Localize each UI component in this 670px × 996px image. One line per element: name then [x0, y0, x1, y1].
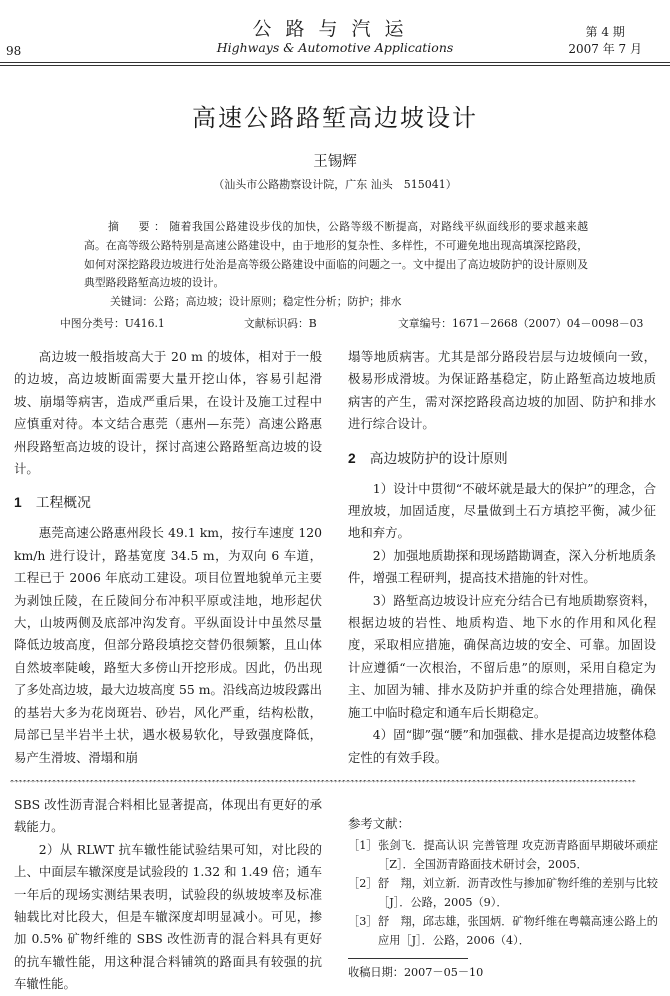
article-number: 文章编号：1671－2668（2007）04－0098－03 — [398, 317, 644, 330]
page-number: 98 — [6, 44, 22, 58]
header-rule-thick — [0, 62, 670, 63]
section-title: 工程概况 — [35, 495, 91, 512]
intro-paragraph: 高边坡一般指坡高大于 20 m 的坡体，相对于一般的边坡，高边坡断面需要大量开挖山体，容易引起滑坡、崩塌等病害，造成严重后果，在设计及施工过程中应慎重对待。本文结合惠莞（惠州—东莞）高速公路惠州段路堑高边坡的设计，探讨高速公路路堑高边坡的设计。 — [14, 349, 322, 477]
reference-item: ［3］ 舒 翔，邱志雄，张国炳．矿物纤维在粤赣高速公路上的应用［J］．公路，2006（4）． — [348, 915, 658, 947]
article-title: 高速公路路堑高边坡设计 — [192, 104, 478, 132]
author: 王锡辉 — [313, 154, 357, 170]
abstract-label: 摘 要： — [108, 220, 170, 233]
body-right-column — [348, 346, 656, 769]
principle-2: 2）加强地质勘探和现场踏勘调查，深入分析地质条件，增强工程研判，提高技术措施的针对性。 — [348, 547, 656, 586]
abstract — [84, 218, 588, 293]
references-heading: 参考文献： — [348, 816, 410, 831]
overview-paragraph: 惠莞高速公路惠州段长 49.1 km，按行车速度 120 km/h 进行设计，路基宽度 34.5 m，为双向 6 车道，工程已于 2006 年底动工建设。项目位置地貌单元主要为剥蚀丘陵，在丘陵间分布冲积平原或洼地，地形起伏大，山坡两侧及底部冲沟发育。平纵面设计中虽然尽量降低边坡高度，但部分路段填挖交替仍很频繁，且山体自然坡率陡峻，路堑大多傍山开挖形成。因此，仍出现了多处高边坡，最大边坡高度 55 m。沿线高边坡段露出的基岩大多为花岗斑岩、砂岩，风化严重，结构松散，局部已呈半岩半土状，遇水极易软化，导致强度降低，易产生滑坡、滑塌和崩 — [14, 525, 322, 765]
principle-4: 4）固“脚”强“腰”和加强截、排水是提高边坡整体稳定性的有效手段。 — [348, 727, 656, 765]
received-date: 收稿日期：2007－05－10 — [348, 966, 484, 979]
keywords: 关键词：公路；高边坡；设计原则；稳定性分析；防护；排水 — [110, 295, 402, 308]
references-list — [348, 836, 658, 950]
document-code: 文献标识码：B — [244, 317, 317, 330]
section-1-heading — [14, 492, 322, 514]
abstract-text: 随着我国公路建设步伐的加快，公路等级不断提高，对路线平纵面线形的要求越来越高。在高等级公路特别是高速公路建设中，由于地形的复杂性、多样性，不可避免地出现高填深挖路段，如何对深挖路段边坡进行处治是高等级公路建设中面临的问题之一。文中提出了高边坡防护的设计原则及典型路段路堑高边坡的设计。 — [84, 220, 589, 290]
issue-info — [568, 24, 642, 58]
header-rule-thin — [0, 65, 670, 66]
prev-paragraph-continued: SBS 改性沥青混合料相比显著提高，体现出有更好的承载能力。 — [14, 797, 322, 835]
section-2-heading — [348, 448, 656, 470]
reference-item: ［2］ 舒 翔，刘立新．沥青改性与掺加矿物纤维的差别与比较［J］．公路，2005（9）． — [348, 877, 658, 909]
journal-title-en: Highways & Automotive Applications — [216, 40, 454, 55]
article-separator: ***************************************************************************************************************************************************** — [10, 780, 636, 786]
reference-item: ［1］ 张剑飞．提高认识 完善管理 攻克沥青路面早期破坏顽症［Z］．全国沥青路面技术研讨会，2005． — [348, 839, 658, 871]
overview-continued: 塌等地质病害。尤其是部分路段岩层与边坡倾向一致，极易形成滑坡。为保证路基稳定，防止路堑高边坡地质病害的产生，需对深挖路段高边坡的加固、防护和排水进行综合设计。 — [348, 349, 656, 432]
issue-date: 2007 年 7 月 — [568, 42, 642, 56]
principle-3: 3）路堑高边坡设计应充分结合已有地质勘察资料，根据边坡的岩性、地质构造、地下水的作用和风化程度，采取相应措施，确保高边坡的安全、可靠。加固设计应遵循“一次根治，不留后患”的原则，采用自稳定为主、加固为辅、排水及防护并重的综合处理措施，确保施工中临时稳定和通车后长期稳定。 — [348, 592, 656, 720]
body-left-column — [14, 346, 322, 769]
previous-article-text — [14, 794, 322, 996]
clc-number: 中图分类号：U416.1 — [60, 317, 165, 330]
received-rule — [348, 958, 468, 959]
prev-paragraph-2: 2）从 RLWT 抗车辙性能试验结果可知，对比段的上、中面层车辙深度是试验段的 1.32 和 1.49 倍；通车一年后的现场实测结果表明，试验段的纵坡坡率及标准轴载比对比段大，但是车辙深度却明显减小。可见，掺加 0.5% 矿物纤维的 SBS 改性沥青的混合料具有更好的抗车辙性能，用这种混合料铺筑的路面具有较强的抗车辙性能。 — [14, 841, 322, 992]
journal-title-cn: 公路与汽运 — [252, 18, 418, 40]
affiliation: （汕头市公路勘察设计院，广东 汕头 515041） — [213, 178, 457, 191]
section-title: 高边坡防护的设计原则 — [369, 450, 508, 467]
principle-1: 1）设计中贯彻“不破坏就是最大的保护”的理念，合理放坡，加固适度，尽量做到土石方填挖平衡，减少征地和弃方。 — [348, 480, 656, 541]
section-number: 2 — [348, 450, 356, 466]
section-number: 1 — [14, 495, 22, 511]
issue-number: 第 4 期 — [585, 25, 625, 39]
